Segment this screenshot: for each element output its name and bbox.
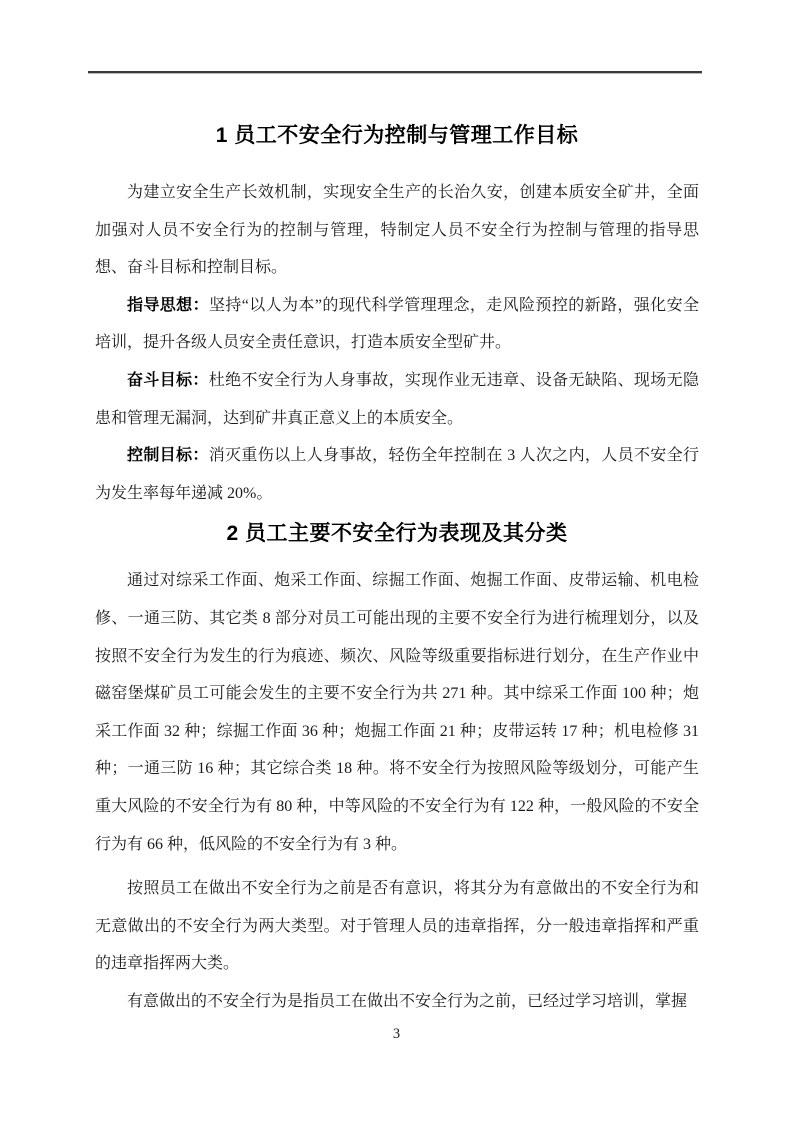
paragraph	[95, 287, 699, 362]
section-2-heading: 2 员工主要不安全行为表现及其分类	[226, 522, 568, 546]
paragraph-text: 消灭重伤以上人身事故，轻伤全年控制在 3 人次之内，人员不安全行为发生率每年递减 20%。	[95, 447, 699, 502]
paragraph-label: 奋斗目标：	[127, 371, 209, 389]
paragraph-text: 坚持“以人为本”的现代科学管理理念，走风险预控的新路，强化安全培训，提升各级人员安全责任意识，打造本质安全型矿井。	[95, 296, 699, 352]
paragraph-text: 杜绝不安全行为人身事故，实现作业无违章、设备无缺陷、现场无隐患和管理无漏洞，达到矿井真正意义上的本质安全。	[95, 371, 699, 427]
paragraph	[95, 362, 699, 437]
paragraph-label: 控制目标：	[127, 447, 209, 465]
paragraph	[95, 437, 699, 512]
paragraph	[95, 174, 699, 287]
document-content	[95, 0, 699, 1020]
paragraph	[95, 870, 699, 983]
paragraph-text: 有意做出的不安全行为是指员工在做出不安全行为之前，已经过学习培训，掌握	[127, 992, 688, 1010]
section-1-heading: 1 员工不安全行为控制与管理工作目标	[215, 124, 579, 147]
paragraph	[95, 562, 699, 863]
paragraph-text: 为建立安全生产长效机制，实现安全生产的长治久安，创建本质安全矿井，全面加强对人员不安全行为的控制与管理，特制定人员不安全行为控制与管理的指导思想、奋斗目标和控制目标。	[95, 184, 699, 277]
paragraph-label: 指导思想：	[127, 296, 209, 314]
paragraph-text: 通过对综采工作面、炮采工作面、综掘工作面、炮掘工作面、皮带运输、机电检修、一通三防、其它类 8 部分对员工可能出现的主要不安全行为进行梳理划分，以及按照不安全行为发生的行为痕迹、频次、风险等级重要指标进行划分，在生产作业中磁窑堡煤矿员工可能会发生的主要不安全行为共 271 种。其中综采工作面 100 种；炮采工作面 32 种；综掘工作面 36 种；炮掘工作面 21 种；皮带运转 17 种；机电检修 31 种；一通三防 16 种；其它综合类 18 种。将不安全行为按照风险等级划分，可能产生重大风险的不安全行为有 80 种，中等风险的不安全行为有 122 种，一般风险的不安全行为有 66 种，低风险的不安全行为有 3 种。	[95, 572, 699, 853]
paragraph	[95, 983, 699, 1021]
page-number: 3	[392, 1026, 401, 1042]
paragraph-text: 按照员工在做出不安全行为之前是否有意识，将其分为有意做出的不安全行为和无意做出的不安全行为两大类型。对于管理人员的违章指挥，分一般违章指挥和严重的违章指挥两大类。	[95, 880, 699, 973]
